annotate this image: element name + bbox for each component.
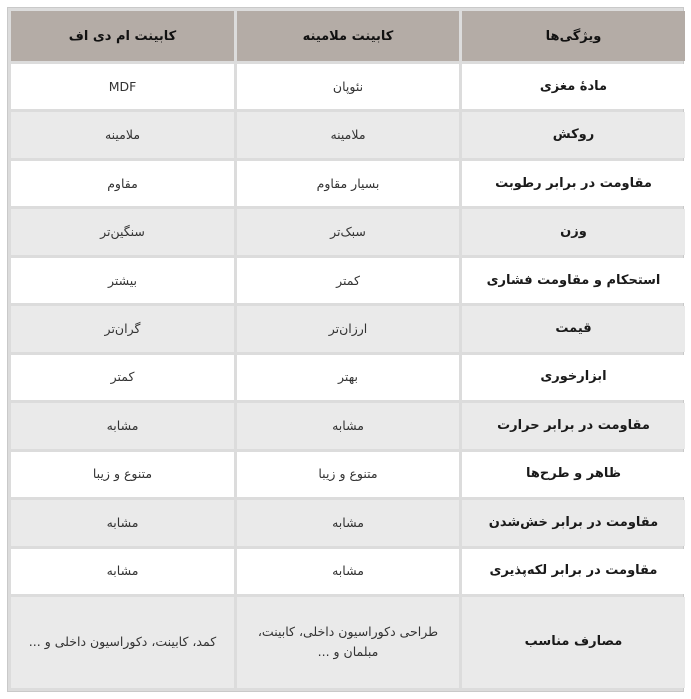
mdf-cell: مقاوم (11, 161, 234, 206)
melamine-cell: مشابه (237, 549, 459, 594)
melamine-cell: ملامینه (237, 112, 459, 157)
table-header-row (11, 11, 685, 61)
table-row (11, 597, 685, 688)
melamine-cell: مشابه (237, 500, 459, 545)
comparison-table-frame (7, 7, 684, 692)
header-mdf-cabinet: کابینت ام دی اف (11, 11, 234, 61)
feature-cell: مقاومت در برابر خش‌شدن (462, 500, 685, 545)
melamine-cell: ارزان‌تر (237, 306, 459, 351)
melamine-cell: سبک‌تر (237, 209, 459, 254)
table-row (11, 306, 685, 351)
melamine-cell: نئوپان (237, 64, 459, 109)
mdf-cell: متنوع و زیبا (11, 452, 234, 497)
mdf-cell: کمد، کابینت، دکوراسیون داخلی و ... (11, 597, 234, 688)
feature-cell: مصارف مناسب (462, 597, 685, 688)
header-features: ویژگی‌ها (462, 11, 685, 61)
feature-cell: استحکام و مقاومت فشاری (462, 258, 685, 303)
table-row (11, 403, 685, 448)
table-row (11, 209, 685, 254)
table-row (11, 549, 685, 594)
table-row (11, 64, 685, 109)
feature-cell: ابزارخوری (462, 355, 685, 400)
feature-cell: قیمت (462, 306, 685, 351)
header-melamine-cabinet: کابینت ملامینه (237, 11, 459, 61)
melamine-cell: کمتر (237, 258, 459, 303)
feature-cell: مقاومت در برابر لکه‌پذیری (462, 549, 685, 594)
mdf-cell: مشابه (11, 549, 234, 594)
mdf-cell: مشابه (11, 500, 234, 545)
mdf-cell: ملامینه (11, 112, 234, 157)
table-row (11, 112, 685, 157)
feature-cell: مقاومت در برابر رطوبت (462, 161, 685, 206)
melamine-cell: مشابه (237, 403, 459, 448)
mdf-cell: مشابه (11, 403, 234, 448)
comparison-table (8, 8, 688, 691)
melamine-cell: متنوع و زیبا (237, 452, 459, 497)
mdf-cell: بیشتر (11, 258, 234, 303)
table-row (11, 161, 685, 206)
melamine-cell: طراحی دکوراسیون داخلی، کابینت، مبلمان و ... (237, 597, 459, 688)
feature-cell: مقاومت در برابر حرارت (462, 403, 685, 448)
feature-cell: مادهٔ مغزی (462, 64, 685, 109)
table-row (11, 452, 685, 497)
feature-cell: وزن (462, 209, 685, 254)
mdf-cell: گران‌تر (11, 306, 234, 351)
mdf-cell: MDF (11, 64, 234, 109)
melamine-cell: بسیار مقاوم (237, 161, 459, 206)
table-row (11, 258, 685, 303)
table-row (11, 355, 685, 400)
mdf-cell: کمتر (11, 355, 234, 400)
melamine-cell: بهتر (237, 355, 459, 400)
feature-cell: ظاهر و طرح‌ها (462, 452, 685, 497)
feature-cell: روکش (462, 112, 685, 157)
mdf-cell: سنگین‌تر (11, 209, 234, 254)
table-row (11, 500, 685, 545)
